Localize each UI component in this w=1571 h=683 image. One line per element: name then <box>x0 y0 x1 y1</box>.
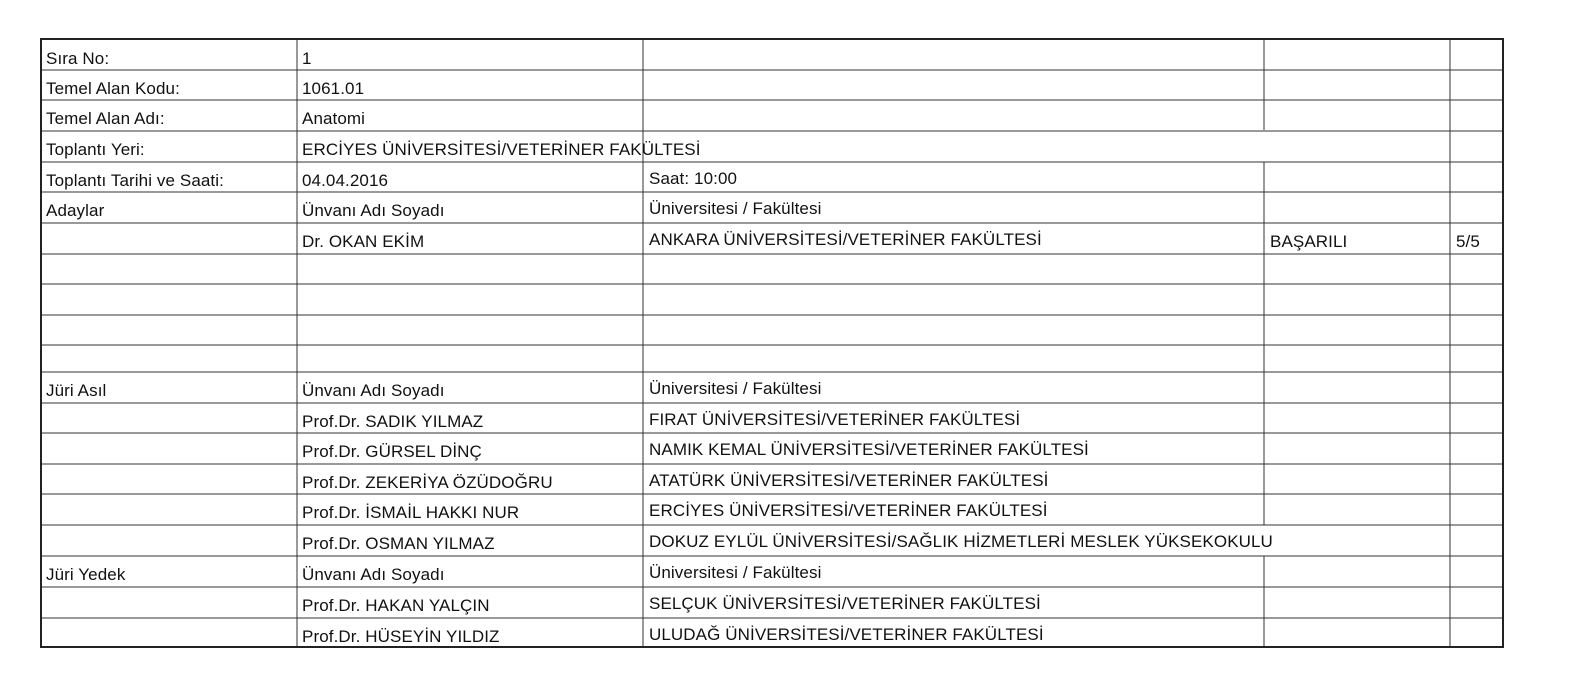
toplanti-yeri-label: Toplantı Yeri: <box>46 140 145 159</box>
juri-asil-member-name: Prof.Dr. GÜRSEL DİNÇ <box>302 442 482 461</box>
juri-asil-member-name: Prof.Dr. OSMAN YILMAZ <box>302 534 495 553</box>
juri-yedek-header-university: Üniversitesi / Fakültesi <box>649 563 822 582</box>
juri-asil-member-university: DOKUZ EYLÜL ÜNİVERSİTESİ/SAĞLIK HİZMETLERİ MESLEK YÜKSEKOKULU <box>649 532 1273 551</box>
temel-alan-kodu-value: 1061.01 <box>302 79 365 98</box>
sira-no-label: Sıra No: <box>46 49 110 68</box>
temel-alan-adi-value: Anatomi <box>302 109 366 128</box>
adaylar-header-name: Ünvanı Adı Soyadı <box>302 201 445 220</box>
toplanti-yeri-value: ERCİYES ÜNİVERSİTESİ/VETERİNER FAKÜLTESİ <box>302 140 701 159</box>
juri-yedek-member-name: Prof.Dr. HAKAN YALÇIN <box>302 596 490 615</box>
juri-yedek-member-name: Prof.Dr. HÜSEYİN YILDIZ <box>302 627 500 646</box>
temel-alan-kodu-label: Temel Alan Kodu: <box>46 79 180 98</box>
juri-asil-member-name: Prof.Dr. ZEKERİYA ÖZÜDOĞRU <box>302 473 553 492</box>
candidate-university: ANKARA ÜNİVERSİTESİ/VETERİNER FAKÜLTESİ <box>649 230 1042 249</box>
juri-asil-member-name: Prof.Dr. İSMAİL HAKKI NUR <box>302 503 520 522</box>
toplanti-tarihi-label: Toplantı Tarihi ve Saati: <box>46 171 224 190</box>
results-table <box>40 38 1504 648</box>
juri-asil-header-university: Üniversitesi / Fakültesi <box>649 379 822 398</box>
candidate-result: BAŞARILI <box>1270 232 1348 251</box>
juri-asil-member-university: FIRAT ÜNİVERSİTESİ/VETERİNER FAKÜLTESİ <box>649 410 1021 429</box>
juri-asil-section-label: Jüri Asıl <box>46 381 107 400</box>
juri-asil-member-name: Prof.Dr. SADIK YILMAZ <box>302 412 484 431</box>
temel-alan-adi-label: Temel Alan Adı: <box>46 109 165 128</box>
juri-asil-member-university: ERCİYES ÜNİVERSİTESİ/VETERİNER FAKÜLTESİ <box>649 501 1048 520</box>
sira-no-value: 1 <box>302 49 312 68</box>
adaylar-section-label: Adaylar <box>46 201 105 220</box>
candidate-score: 5/5 <box>1456 232 1480 251</box>
juri-asil-member-university: ATATÜRK ÜNİVERSİTESİ/VETERİNER FAKÜLTESİ <box>649 471 1049 490</box>
juri-yedek-member-university: ULUDAĞ ÜNİVERSİTESİ/VETERİNER FAKÜLTESİ <box>649 625 1044 644</box>
juri-yedek-section-label: Jüri Yedek <box>46 565 126 584</box>
adaylar-header-university: Üniversitesi / Fakültesi <box>649 199 822 218</box>
juri-yedek-member-university: SELÇUK ÜNİVERSİTESİ/VETERİNER FAKÜLTESİ <box>649 594 1041 613</box>
candidate-name: Dr. OKAN EKİM <box>302 232 425 251</box>
juri-yedek-header-name: Ünvanı Adı Soyadı <box>302 565 445 584</box>
table-grid-lines <box>42 40 1502 646</box>
toplanti-tarihi-value: 04.04.2016 <box>302 171 389 190</box>
saat-value: Saat: 10:00 <box>649 169 738 188</box>
juri-asil-header-name: Ünvanı Adı Soyadı <box>302 381 445 400</box>
juri-asil-member-university: NAMIK KEMAL ÜNİVERSİTESİ/VETERİNER FAKÜLTESİ <box>649 440 1089 459</box>
